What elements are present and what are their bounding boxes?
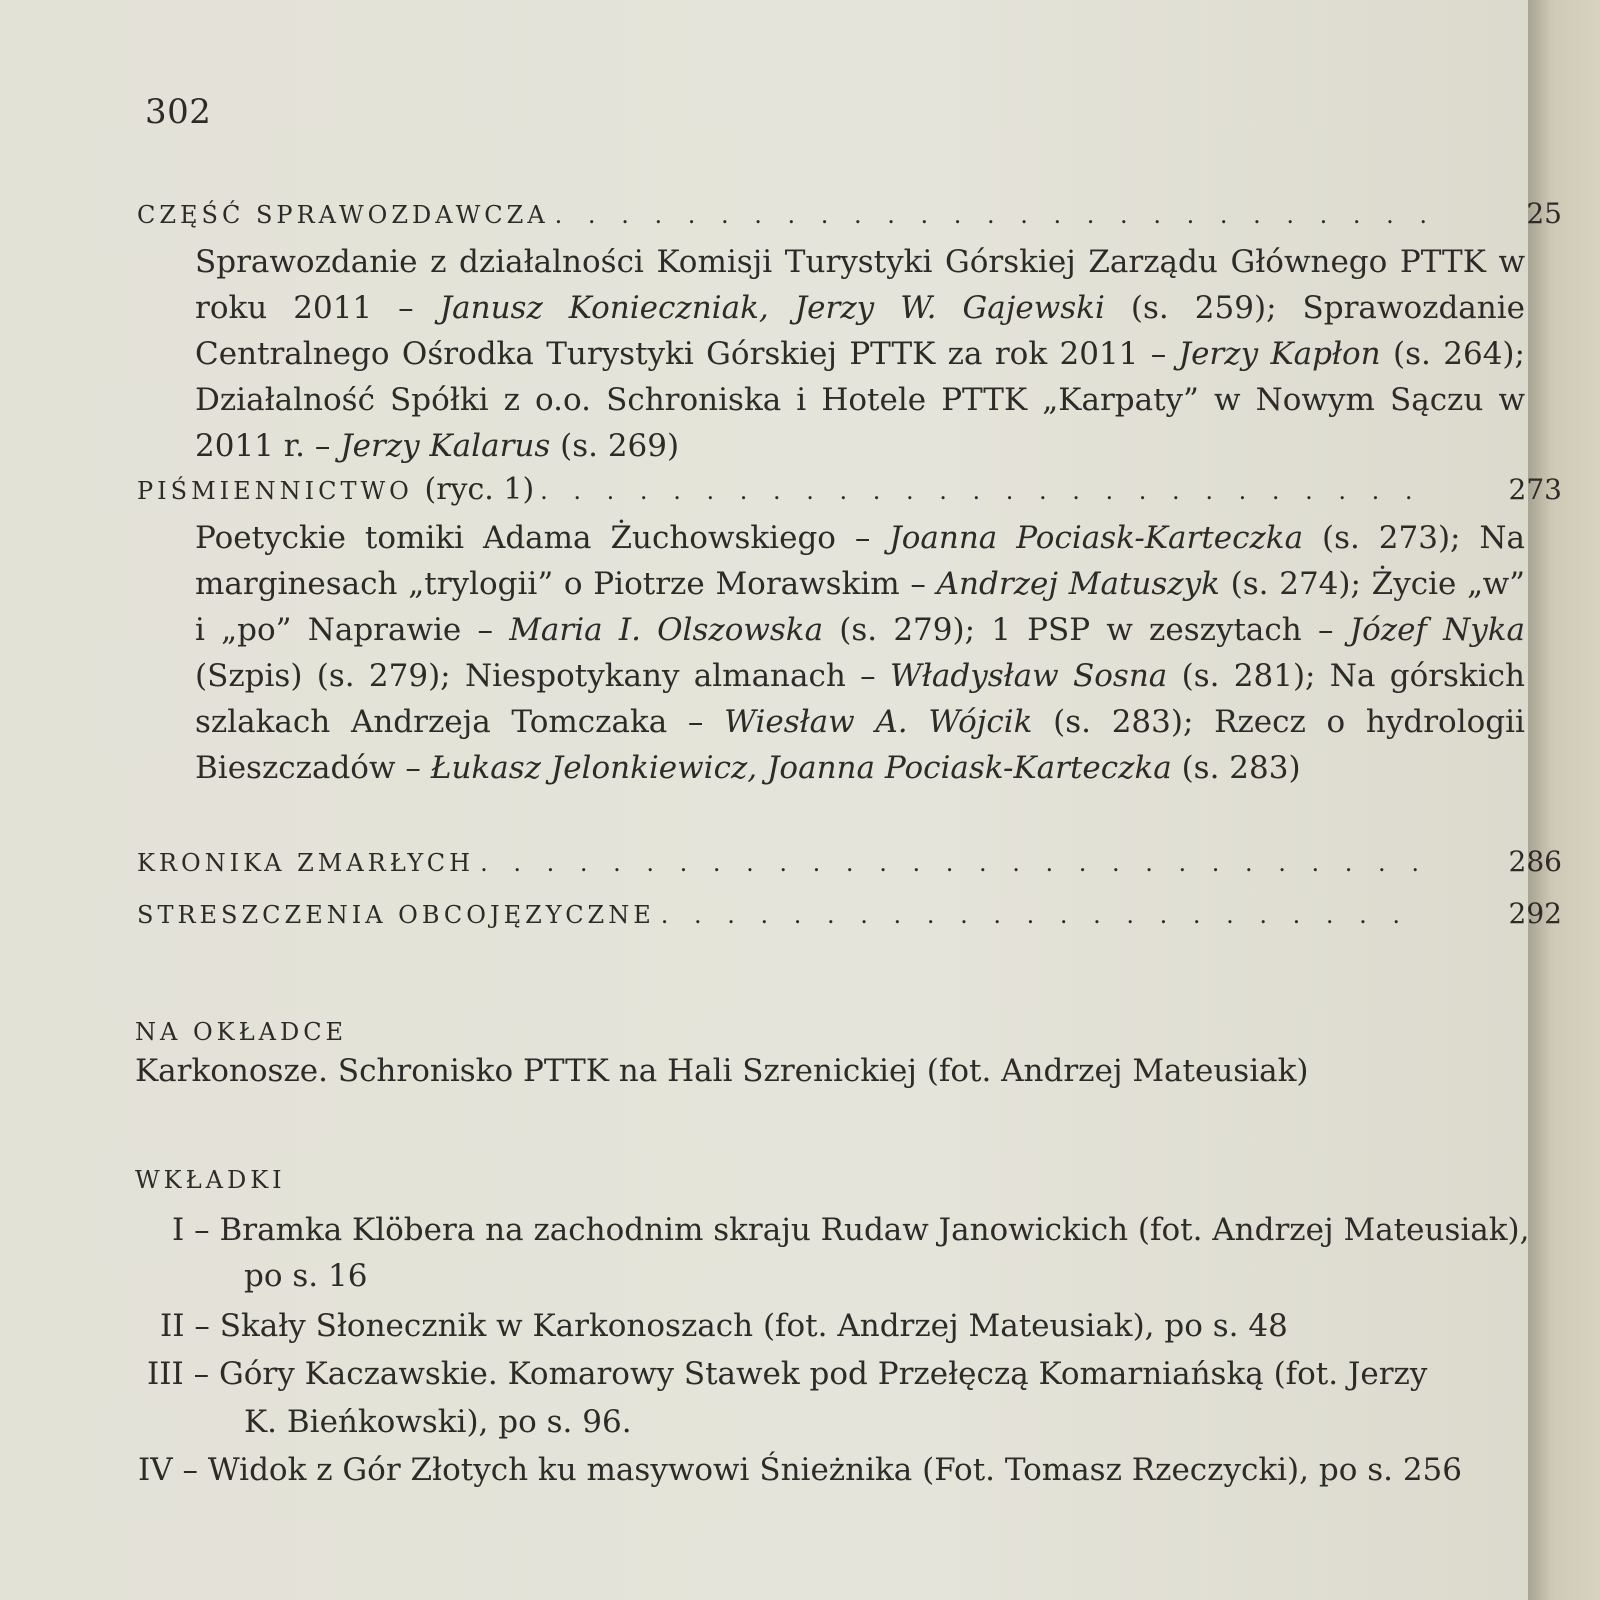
description-text: (s. 264); Działalność Spółki z o.o. Schroniska i Hotele PTTK „Karpaty” w Nowym Sączu w 2011 r. – xyxy=(195,336,1525,464)
leader-dots xyxy=(534,467,1427,515)
insert-item xyxy=(147,1350,1427,1398)
author-name: Janusz Konieczniak, Jerzy W. Gajewski xyxy=(439,290,1105,326)
description-text: (s. 259); Sprawozdanie Centralnego Ośrodka Turystyki Górskiej PTTK za rok 2011 – xyxy=(195,290,1525,372)
description-text: (s. 274); Życie „w” i „po” Naprawie – xyxy=(195,566,1525,648)
toc-section-title: CZĘŚĆ SPRAWOZDAWCZA xyxy=(137,201,549,229)
author-name: Wiesław A. Wójcik xyxy=(724,704,1033,740)
leader-dots xyxy=(655,891,1427,939)
description-text: (Szpis) (s. 279); Niespotykany almanach – xyxy=(195,658,890,694)
toc-section-title: KRONIKA ZMARŁYCH xyxy=(137,849,475,877)
toc-entry-pismiennictwo xyxy=(137,466,1562,791)
toc-section-description xyxy=(195,515,1525,791)
insert-text: – Skały Słonecznik w Karkonoszach (fot. Andrzej Mateusiak), po s. 48 xyxy=(194,1308,1288,1344)
author-name: Joanna Pociask-Karteczka xyxy=(889,520,1304,556)
insert-number: IV xyxy=(138,1452,173,1488)
description-text: (s. 269) xyxy=(550,428,680,464)
description-text: (s. 281); Na górskich szlakach Andrzeja Tomczaka – xyxy=(195,658,1525,740)
insert-item xyxy=(160,1302,1288,1350)
description-text: (s. 283); Rzecz o hydrologii Bieszczadów – xyxy=(195,704,1525,786)
insert-number: I xyxy=(172,1212,185,1248)
toc-section-description xyxy=(195,239,1525,469)
toc-page-ref: 286 xyxy=(1508,845,1562,878)
toc-section-note: (ryc. 1) xyxy=(424,472,535,507)
insert-text-continued: K. Bieńkowski), po s. 96. xyxy=(244,1404,632,1440)
author-name: Władysław Sosna xyxy=(889,658,1168,694)
insert-item xyxy=(172,1206,1530,1254)
page-number: 302 xyxy=(145,92,212,132)
author-name: Jerzy Kapłon xyxy=(1178,336,1381,372)
toc-page-ref: 25 xyxy=(1526,197,1562,230)
description-text: Sprawozdanie z działalności Komisji Turystyki Górskiej Zarządu Głównego PTTK w roku 2011 – xyxy=(195,244,1525,326)
insert-text: – Widok z Gór Złotych ku masywowi Śnieżnika (Fot. Tomasz Rzeczycki), po s. 256 xyxy=(182,1452,1463,1488)
author-name: Maria I. Olszowska xyxy=(509,612,824,648)
leader-dots xyxy=(474,839,1427,887)
insert-text: – Góry Kaczawskie. Komarowy Stawek pod Przełęczą Komarniańską (fot. Jerzy xyxy=(193,1356,1428,1392)
inserts-label: WKŁADKI xyxy=(135,1166,286,1194)
description-text: (s. 283) xyxy=(1171,750,1301,786)
cover-text: Karkonosze. Schronisko PTTK na Hali Szrenickiej (fot. Andrzej Mateusiak) xyxy=(135,1053,1309,1089)
toc-section-title: STRESZCZENIA OBCOJĘZYCZNE xyxy=(137,901,655,929)
toc-page-ref: 273 xyxy=(1508,473,1562,506)
cover-label: NA OKŁADCE xyxy=(135,1018,348,1046)
toc-section-title: PIŚMIENNICTWO (ryc. 1) xyxy=(137,472,535,507)
toc-page-ref: 292 xyxy=(1508,897,1562,930)
insert-item xyxy=(138,1446,1462,1494)
author-name: Andrzej Matuszyk xyxy=(936,566,1220,602)
description-text: (s. 273); Na marginesach „trylogii” o Piotrze Morawskim – xyxy=(195,520,1525,602)
insert-text-continued: po s. 16 xyxy=(244,1258,368,1294)
description-text: (s. 279); 1 PSP w zeszytach – xyxy=(823,612,1350,648)
toc-entry-kronika xyxy=(137,838,1562,887)
insert-number: II xyxy=(160,1308,185,1344)
insert-text: – Bramka Klöbera na zachodnim skraju Rudaw Janowickich (fot. Andrzej Mateusiak), xyxy=(194,1212,1530,1248)
description-text: Poetyckie tomiki Adama Żuchowskiego – xyxy=(195,520,890,556)
author-name: Łukasz Jelonkiewicz, Joanna Pociask-Karteczka xyxy=(430,750,1172,786)
toc-entry-streszczenia xyxy=(137,890,1562,939)
leader-dots xyxy=(549,191,1427,239)
toc-entry-sprawozdawcza xyxy=(137,190,1562,469)
author-name: Józef Nyka xyxy=(1349,612,1526,648)
author-name: Jerzy Kalarus xyxy=(340,428,551,464)
insert-number: III xyxy=(147,1356,184,1392)
